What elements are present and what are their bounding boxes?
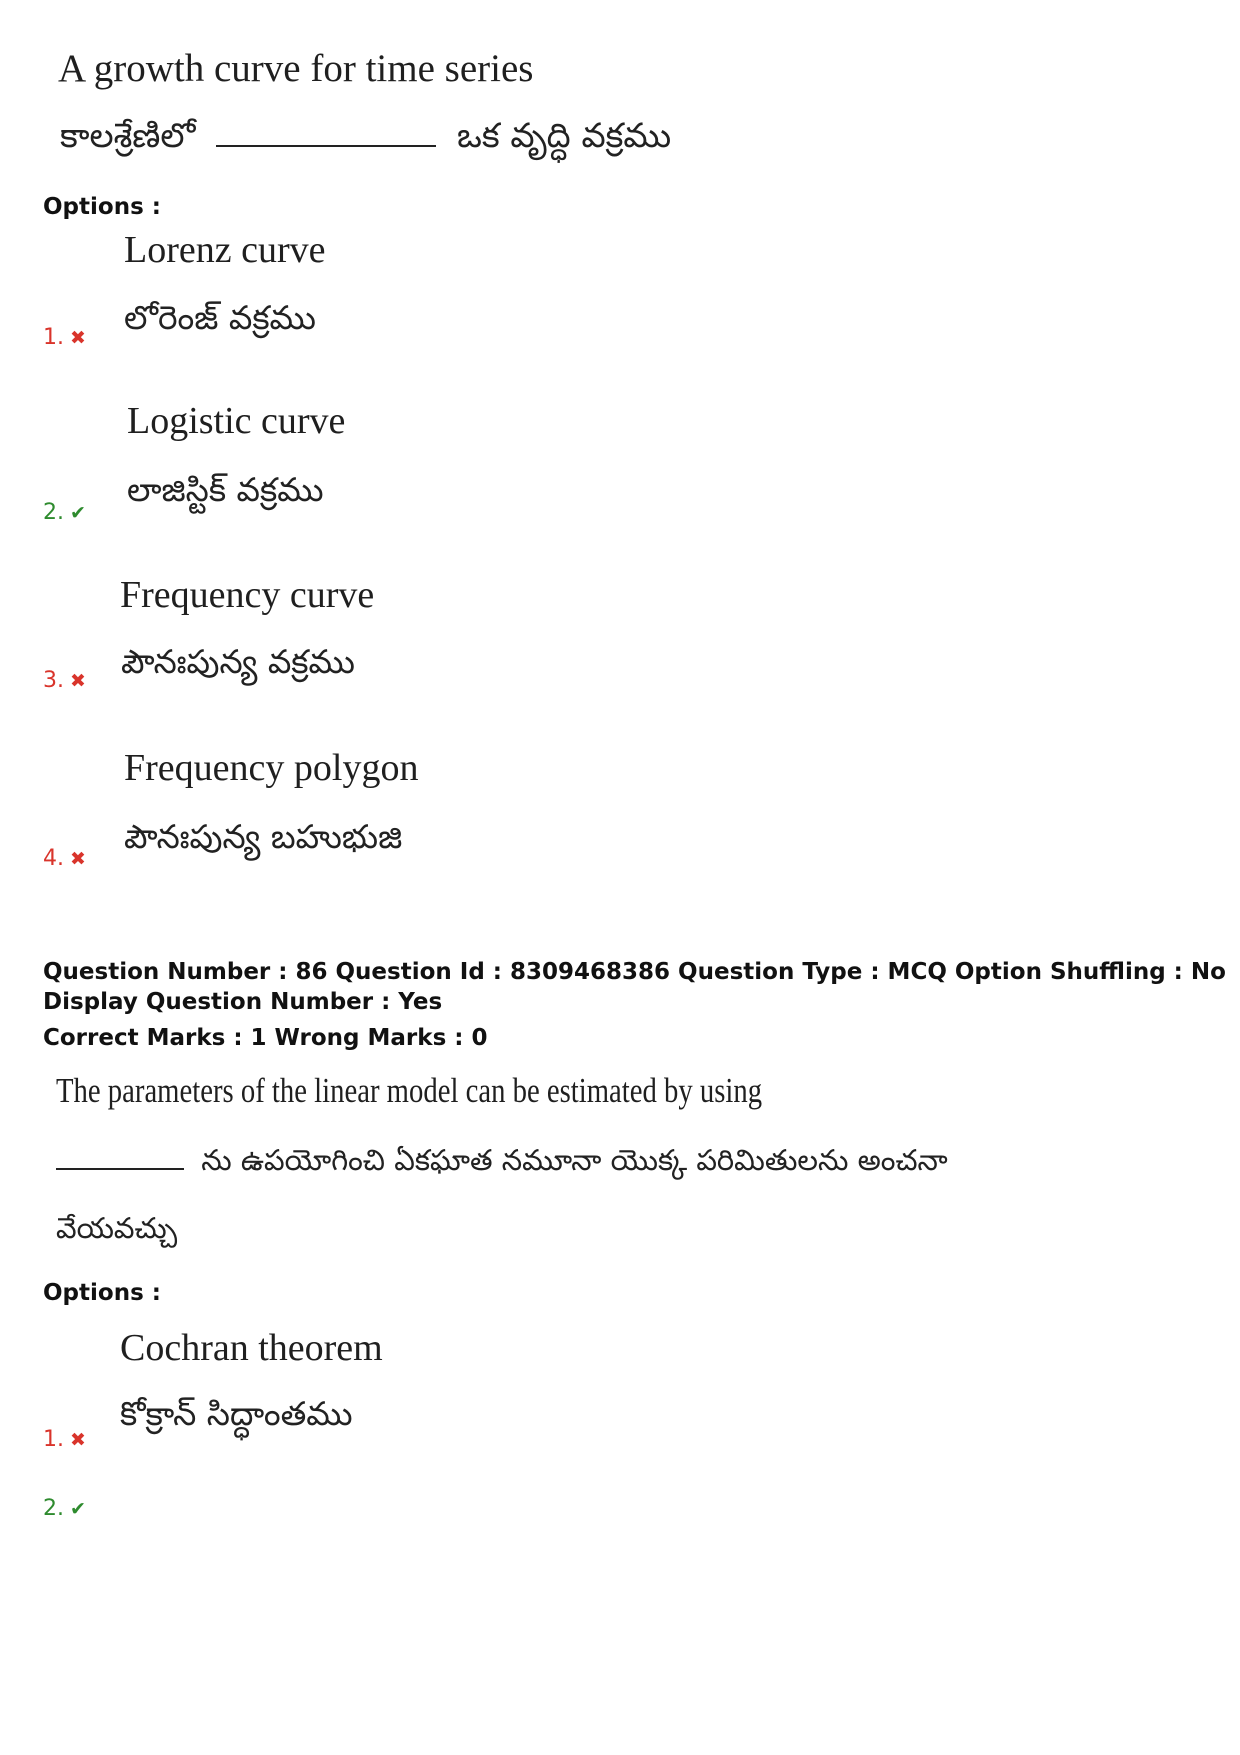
question-telugu-after: ఒక వృద్ధి వక్రము [456, 116, 672, 156]
q86-option-1-english: Cochran theorem [120, 1327, 383, 1369]
q86-option-1-num: 1. [43, 1427, 64, 1452]
fill-in-blank [216, 145, 436, 147]
options-label: Options : [43, 1280, 161, 1306]
q86-option-2-num: 2. [43, 1496, 64, 1521]
question-86-text-telugu [56, 1143, 948, 1185]
option-3-num: 3. [43, 668, 64, 693]
q86-option-2-number [43, 1496, 86, 1521]
option-4-number [43, 846, 86, 871]
question-86-telugu-line2: వేయవచ్చు [56, 1211, 178, 1245]
question-86-telugu-line1: ను ఉపయోగించి ఏకఘాత నమూనా యొక్క పరిమితులను అంచనా [201, 1143, 948, 1177]
wrong-mark-icon: ✖ [70, 327, 86, 349]
question-meta-line-2: Display Question Number : Yes [43, 989, 443, 1015]
option-3-english: Frequency curve [120, 574, 375, 616]
q86-option-1-number [43, 1427, 86, 1452]
option-4-num: 4. [43, 846, 64, 871]
wrong-mark-icon: ✖ [70, 670, 86, 692]
q86-option-1-telugu: కోక్రాన్ సిద్ధాంతము [120, 1394, 353, 1433]
option-1-num: 1. [43, 325, 64, 350]
fill-in-blank [56, 1168, 184, 1170]
question-meta-line-1: Question Number : 86 Question Id : 8309468386 Question Type : MCQ Option Shuffling : No [43, 959, 1226, 985]
option-4-english: Frequency polygon [124, 747, 419, 789]
wrong-mark-icon: ✖ [70, 1429, 86, 1451]
option-2-num: 2. [43, 500, 64, 525]
option-2-english: Logistic curve [127, 400, 346, 442]
option-2-telugu: లాజిస్టిక్ వక్రము [127, 470, 324, 509]
question-marks: Correct Marks : 1 Wrong Marks : 0 [43, 1025, 488, 1051]
question-86-text-english: The parameters of the linear model can be estimated by using [56, 1071, 763, 1110]
question-text-english: A growth curve for time series [58, 47, 534, 90]
check-mark-icon: ✔ [70, 1498, 86, 1520]
option-4-telugu: పౌనఃపున్య బహుభుజి [124, 817, 403, 856]
question-telugu-before: కాలశ్రేణిలో [60, 116, 196, 156]
option-1-english: Lorenz curve [124, 229, 326, 271]
option-2-number [43, 500, 86, 525]
question-text-telugu [60, 116, 671, 164]
option-1-number [43, 325, 86, 350]
check-mark-icon: ✔ [70, 502, 86, 524]
option-3-telugu: పౌనఃపున్య వక్రము [121, 642, 355, 681]
wrong-mark-icon: ✖ [70, 848, 86, 870]
option-1-telugu: లోరెంజ్ వక్రము [124, 298, 316, 337]
option-3-number [43, 668, 86, 693]
options-label: Options : [43, 194, 161, 220]
